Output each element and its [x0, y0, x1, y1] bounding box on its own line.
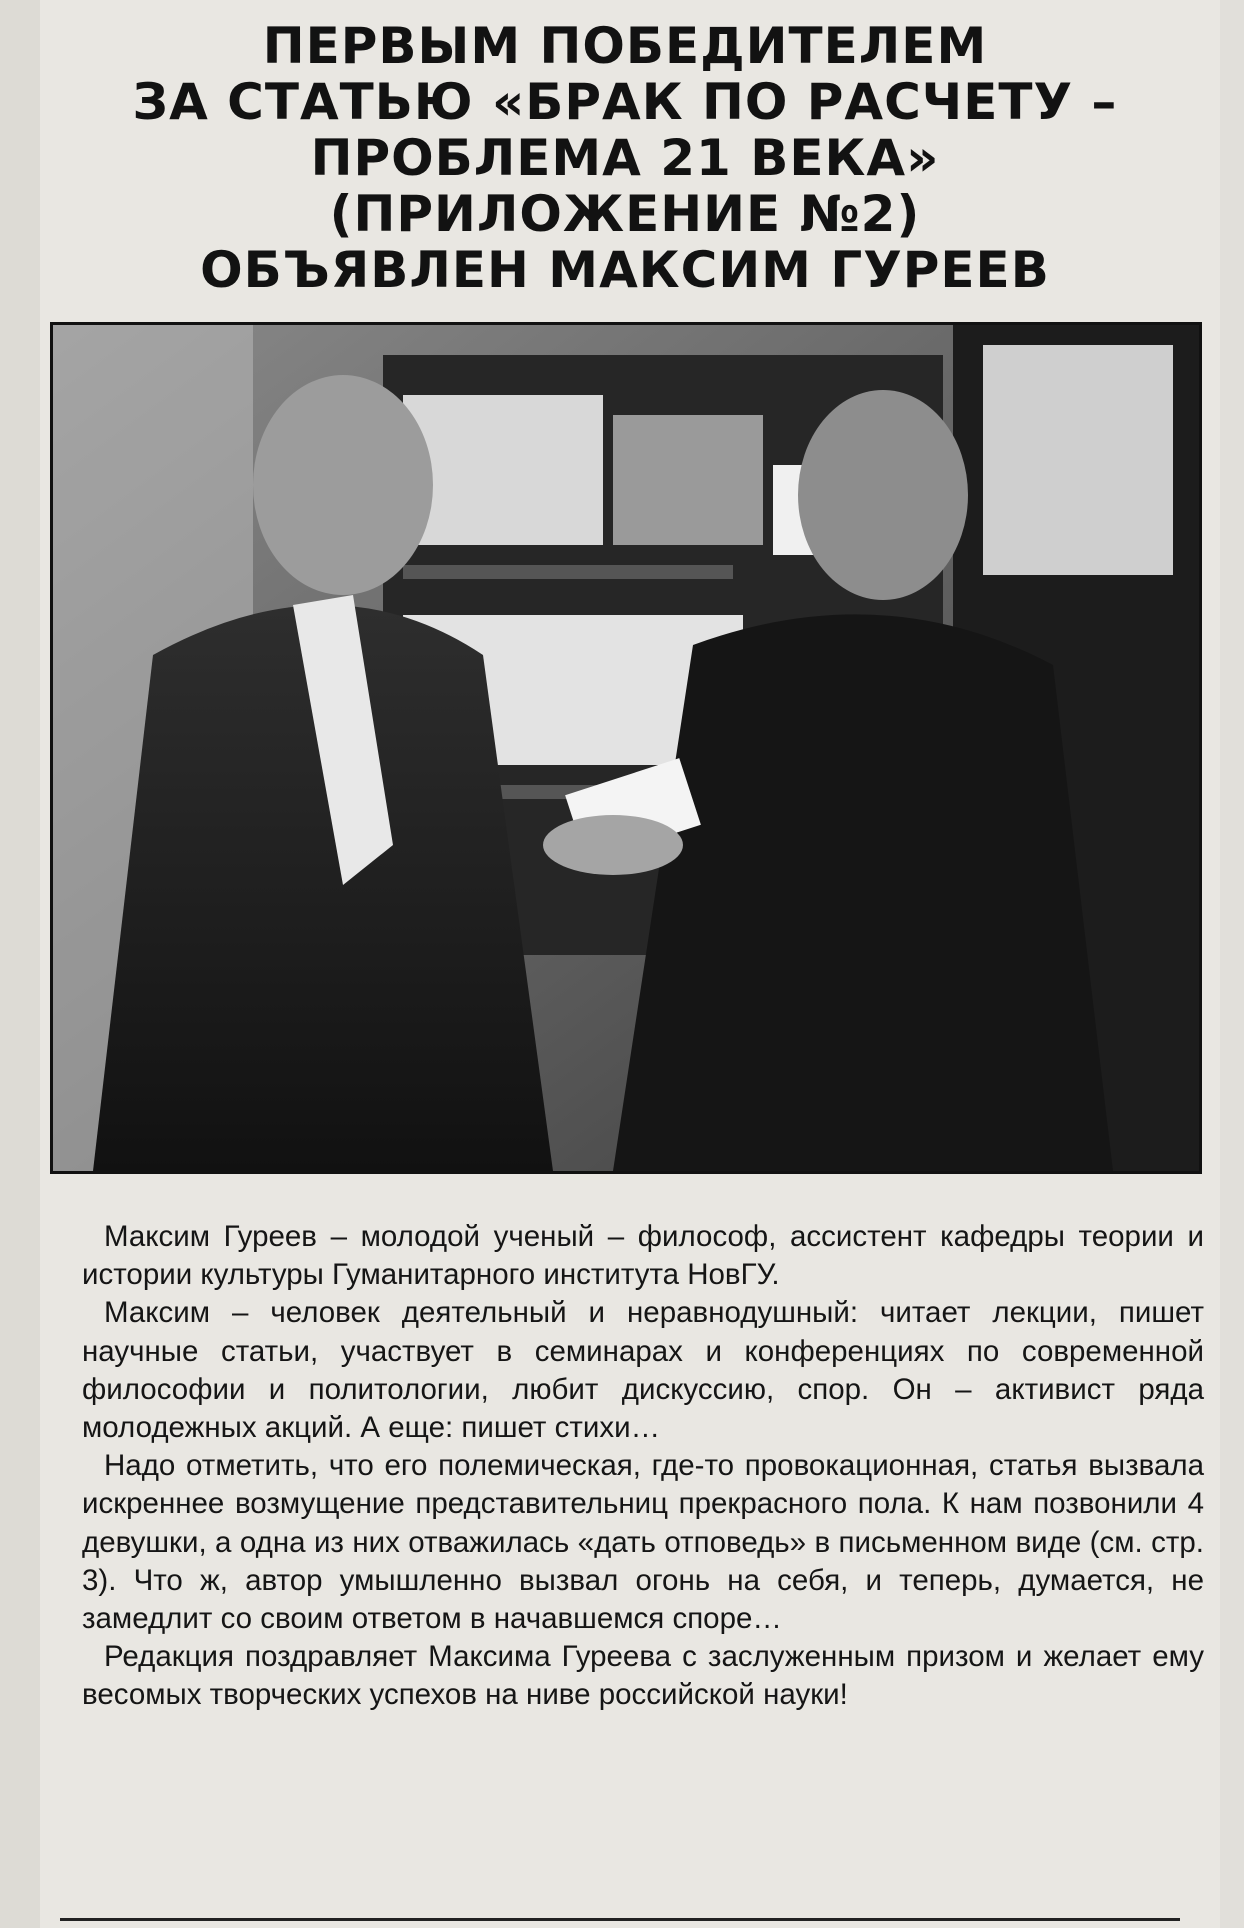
adjacent-column-edge	[0, 0, 40, 1928]
article-body	[82, 1218, 1204, 1715]
headline-line-4: (ПРИЛОЖЕНИЕ №2)	[329, 185, 921, 243]
adjacent-column-edge-right	[1220, 0, 1244, 1928]
headline-line-2: ЗА СТАТЬЮ «БРАК ПО РАСЧЕТУ –	[132, 73, 1118, 131]
headline-line-1: ПЕРВЫМ ПОБЕДИТЕЛЕМ	[262, 17, 988, 75]
headline-line-5: ОБЪЯВЛЕН МАКСИМ ГУРЕЕВ	[200, 241, 1050, 299]
article-paragraph-1: Максим Гуреев – молодой ученый – философ, ассистент кафедры теории и истории культуры Гуманитарного института НовГУ.	[82, 1220, 1204, 1292]
article-photo	[50, 322, 1202, 1174]
headline-line-3: ПРОБЛЕМА 21 ВЕКА»	[310, 129, 940, 187]
article-paragraph-2: Максим – человек деятельный и неравнодушный: читает лекции, пишет научные статьи, участвует в семинарах и конференциях по современной философии и политологии, любит дискуссию, спор. Он – активист ряда молодежных акций. А еще: пишет стихи…	[82, 1296, 1204, 1445]
article-paragraph-4: Редакция поздравляет Максима Гуреева с заслуженным призом и желает ему весомых творческих успехов на ниве российской науки!	[82, 1640, 1204, 1712]
photo-illustration	[53, 325, 1199, 1171]
bottom-rule	[60, 1918, 1180, 1921]
article-headline	[60, 18, 1190, 298]
article-paragraph-3: Надо отметить, что его полемическая, где-то провокационная, статья вызвала искреннее возмущение представительниц прекрасного пола. К нам позвонили 4 девушки, а одна из них отважилась «дать отповедь» в письменном виде (см. стр. 3). Что ж, автор умышленно вызвал огонь на себя, и теперь, думается, не замедлит со своим ответом в начавшемся споре…	[82, 1449, 1204, 1636]
